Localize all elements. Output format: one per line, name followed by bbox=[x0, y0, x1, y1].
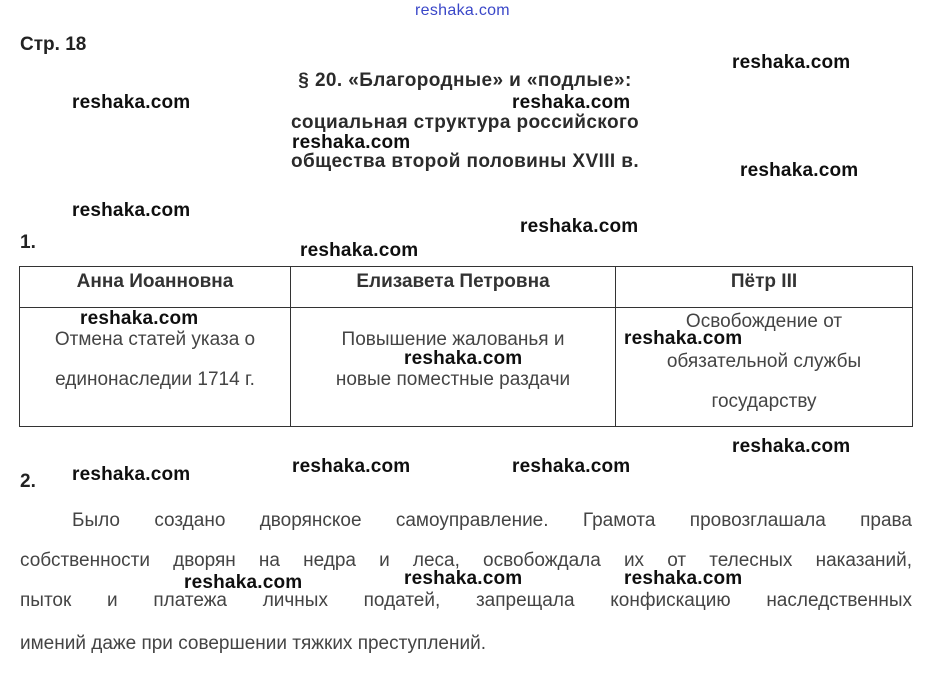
task-1-number: 1. bbox=[20, 232, 36, 253]
header-elizaveta-label: Елизавета Петровна bbox=[356, 271, 550, 292]
header-anna bbox=[20, 267, 291, 308]
cell-petr-line-3: государству bbox=[711, 391, 817, 412]
watermark: reshaka.com bbox=[184, 572, 303, 593]
watermark: reshaka.com bbox=[72, 92, 191, 113]
watermark: reshaka.com bbox=[72, 200, 191, 221]
header-elizaveta bbox=[291, 267, 616, 308]
section-title-line-2: социальная структура российского bbox=[290, 112, 640, 133]
watermark: reshaka.com bbox=[300, 240, 419, 261]
watermark: reshaka.com bbox=[292, 132, 411, 153]
top-watermark: reshaka.com bbox=[415, 2, 510, 19]
watermark: reshaka.com bbox=[512, 92, 631, 113]
cell-anna-line-2: единонаследии 1714 г. bbox=[55, 369, 255, 390]
paragraph-line-1: Было создано дворянское самоуправление. Грамота провозглашала права bbox=[72, 510, 912, 531]
watermark: reshaka.com bbox=[740, 160, 859, 181]
watermark: reshaka.com bbox=[520, 216, 639, 237]
paragraph-line-2: собственности дворян на недра и леса, освобождала их от телесных наказаний, bbox=[20, 550, 912, 571]
task-2-number: 2. bbox=[20, 471, 36, 492]
header-anna-label: Анна Иоанновна bbox=[76, 271, 234, 292]
watermark: reshaka.com bbox=[292, 456, 411, 477]
watermark: reshaka.com bbox=[624, 328, 743, 349]
cell-elizaveta-line-1: Повышение жалованья и bbox=[341, 329, 565, 350]
watermark: reshaka.com bbox=[512, 456, 631, 477]
watermark: reshaka.com bbox=[72, 464, 191, 485]
rulers-table bbox=[19, 266, 913, 427]
watermark: reshaka.com bbox=[624, 568, 743, 589]
paragraph-line-4: имений даже при совершении тяжких преступлений. bbox=[20, 633, 486, 654]
cell-petr-line-1: Освобождение от bbox=[685, 311, 843, 332]
header-petr-label: Пётр III bbox=[730, 271, 798, 292]
watermark: reshaka.com bbox=[732, 436, 851, 457]
page-label: Стр. 18 bbox=[20, 34, 87, 55]
cell-petr bbox=[616, 308, 913, 427]
section-title-line-3: общества второй половины XVIII в. bbox=[290, 151, 640, 172]
cell-elizaveta-line-2: новые поместные раздачи bbox=[335, 369, 571, 390]
cell-anna-line-1: Отмена статей указа о bbox=[54, 329, 256, 350]
watermark: reshaka.com bbox=[404, 568, 523, 589]
paragraph-line-3: пыток и платежа личных податей, запрещала конфискацию наследственных bbox=[20, 590, 912, 611]
watermark: reshaka.com bbox=[404, 348, 523, 369]
cell-petr-line-2: обязательной службы bbox=[666, 351, 862, 372]
watermark: reshaka.com bbox=[80, 308, 199, 329]
watermark: reshaka.com bbox=[732, 52, 851, 73]
section-title-line-1: § 20. «Благородные» и «подлые»: bbox=[298, 70, 632, 91]
